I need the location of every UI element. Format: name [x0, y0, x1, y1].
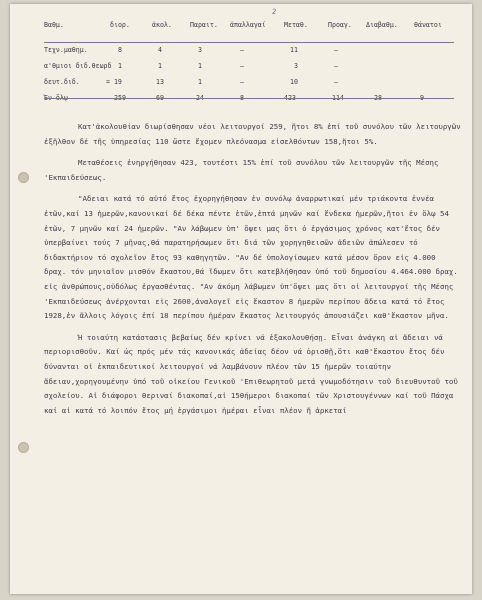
table-cell: 1 — [118, 62, 122, 70]
column-header: Παραιτ. — [190, 21, 218, 29]
table-cell: 8 — [118, 46, 122, 54]
table-cell: 423 — [284, 94, 296, 102]
table-cell: 4 — [158, 46, 162, 54]
table-total-row — [44, 92, 468, 108]
table-cell: 11 — [290, 46, 298, 54]
row-label: α'θμιοι διδ.θεωρδ — [44, 62, 112, 70]
table-cell: 1 — [198, 78, 202, 86]
table-cell: 1 — [158, 62, 162, 70]
table-cell: 114 — [332, 94, 344, 102]
table-cell: 69 — [156, 94, 164, 102]
paragraph: Μεταθέσεις ἐνηργήθησαν 423, τουτέστι 15% ἐπί τοῦ συνόλου τῶν λειτουργῶν τῆς Μέσης 'Εκπαιδεύσεως. — [44, 158, 439, 182]
column-header: Προαγ. — [328, 21, 352, 29]
punch-hole — [18, 442, 29, 453]
column-header: Βαθμ. — [44, 21, 64, 29]
table-cell: – — [334, 46, 338, 54]
paragraph: Κατ'ἀκολουθίαν διωρίσθησαν νέοι λειτουργοί 259, ἤτοι 8% ἐπί τοῦ συνόλου τῶν λειτουργῶν ἐξῆλθον δέ τῆς ὑπηρεσίας 110 ὥστε ἔχομεν πλεόνασμα εἰσελθόντων 158,ἤτοι 5%. — [44, 122, 461, 146]
table-cell: 1 — [198, 62, 202, 70]
table-cell: – — [334, 78, 338, 86]
table-cell: 24 — [196, 94, 204, 102]
table-cell: – — [240, 78, 244, 86]
table-rule — [44, 42, 454, 43]
document-body — [44, 120, 462, 425]
table-row — [44, 60, 468, 76]
column-header: Μεταθ. — [284, 21, 308, 29]
top-mark: 2 — [271, 7, 277, 17]
document-page — [10, 4, 472, 594]
paragraph: "Αδειαι κατά τό αὐτό ἔτος ἐχορηγήθησαν ἐν συνόλῳ ἀναρρωτικαί μέν τριάκοντα ἐννέα ἐτῶν,καί 13 ἡμερῶν,κανονικαί δέ δέκα πέντε ἐτῶν,ἑπτά μηνῶν καί ἕνδεκα ἡμερῶν,ἤτοι ἐν ὅλῳ 54 ἐτῶν, 7 μηνῶν καί 24 ἡμερῶν. "Αν λάβωμεν ὑπ' ὄψει μας ὅτι ὁ ἐργάσιμος χρόνος κατ'ἔτος δέν ὑπερβαίνει τούς 7 μῆνας,θά παρατηρήσωμεν ὅτι διά τῶν χορηγηθεισῶν ἀδειῶν ἀπώλεσεν τό διδακτήριον τό σχολεῖον ἔτος 93 καθηγητῶν. "Αν δέ ὑπολογίσωμεν κατά μέσον ὅρον εἰς 4.000 δραχ. τόν μηνιαῖον μισθόν ἕκαστου,θά ἴδωμεν ὅτι κατεβλήθησαν ὑπό τοῦ δημοσίου 4.464.000 δραχ. εἰς ἀνθρώπους,οὐδόλως ἐργασθέντας. "Αν ἀκόμη λάβωμεν ὑπ'ὄψει μας ὅτι οἱ λειτουργοί τῆς Μέσης 'Εκπαιδεύσεως ἀνέρχονται εἰς 2600,ἀναλογεῖ εἰς ἕκαστον 8 ἡμερῶν περίπου ἄδεια κατά τό ἔτος 1928,ἐν ἄλλοις λόγοις ἐπί 18 περίπου ἡμέραν ἕκαστος λειτουργός ἀπουσιάζει καθ'ἕκαστον μῆνα. — [44, 194, 458, 321]
table-row — [44, 76, 468, 92]
table-rule — [44, 98, 454, 99]
table-cell: 13 — [156, 78, 164, 86]
table-cell: 3 — [294, 62, 298, 70]
table-header-row — [44, 20, 468, 44]
table-cell: – — [240, 62, 244, 70]
statistics-table — [44, 20, 468, 108]
table-cell: 8 — [240, 94, 244, 102]
table-cell: 3 — [198, 46, 202, 54]
punch-hole — [18, 172, 29, 183]
table-cell: = 19 — [106, 78, 122, 86]
column-header: ἀκολ. — [152, 21, 172, 29]
row-label: Ἐν ὅλῳ — [44, 94, 68, 102]
column-header: ἀπαλλαγαί — [230, 21, 266, 29]
table-cell: – — [240, 46, 244, 54]
column-header: θάνατοι — [414, 21, 442, 29]
table-cell: 259 — [114, 94, 126, 102]
row-label: δευτ.διδ. — [44, 78, 80, 86]
table-row — [44, 44, 468, 60]
paragraph: Ἡ τοιαύτη κατάστασις βεβαίως δέν κρίνει νά ἐξακολουθήσῃ. Εἶναι ἀνάγκη αἱ ἄδειαι νά περιορισθοῦν. Καί ὡς πρός μέν τάς κανονικάς ἀδείας δέον νά ὁρισθῇ,ὅτι καθ'ἕκαστον ἔτος δέν δύνανται οἱ ἐκπαιδευτικοί λειτουργοί νά λαμβάνουν πλέον τῶν 15 ἡμερῶν τοιαύτην ἄδειαν,χορηγουμένην ὑπό τοῦ οἰκείου Γενικοῦ 'Επιθεωρητοῦ μετά γνωμοδότησιν τοῦ διευθυντοῦ τοῦ σχολείου. Αἱ διάφοροι θεριναί διακοπαί,αἱ 15θήμεροι διακοπαί τῶν Χριστουγέννων καί τοῦ Πάσχα καί αἱ κατά τό λοιπόν ἔτος μή ἐργάσιμοι ἡμέραι εἶναι πλέον ἤ ἀρκεταί — [44, 332, 458, 415]
table-cell: – — [334, 62, 338, 70]
column-header: Διαβαθμ. — [366, 21, 398, 29]
table-cell: 28 — [374, 94, 382, 102]
table-cell: 9 — [420, 94, 424, 102]
row-label: Τεχν.μαθημ. — [44, 46, 88, 54]
table-cell: 10 — [290, 78, 298, 86]
column-header: διορ. — [110, 21, 130, 29]
